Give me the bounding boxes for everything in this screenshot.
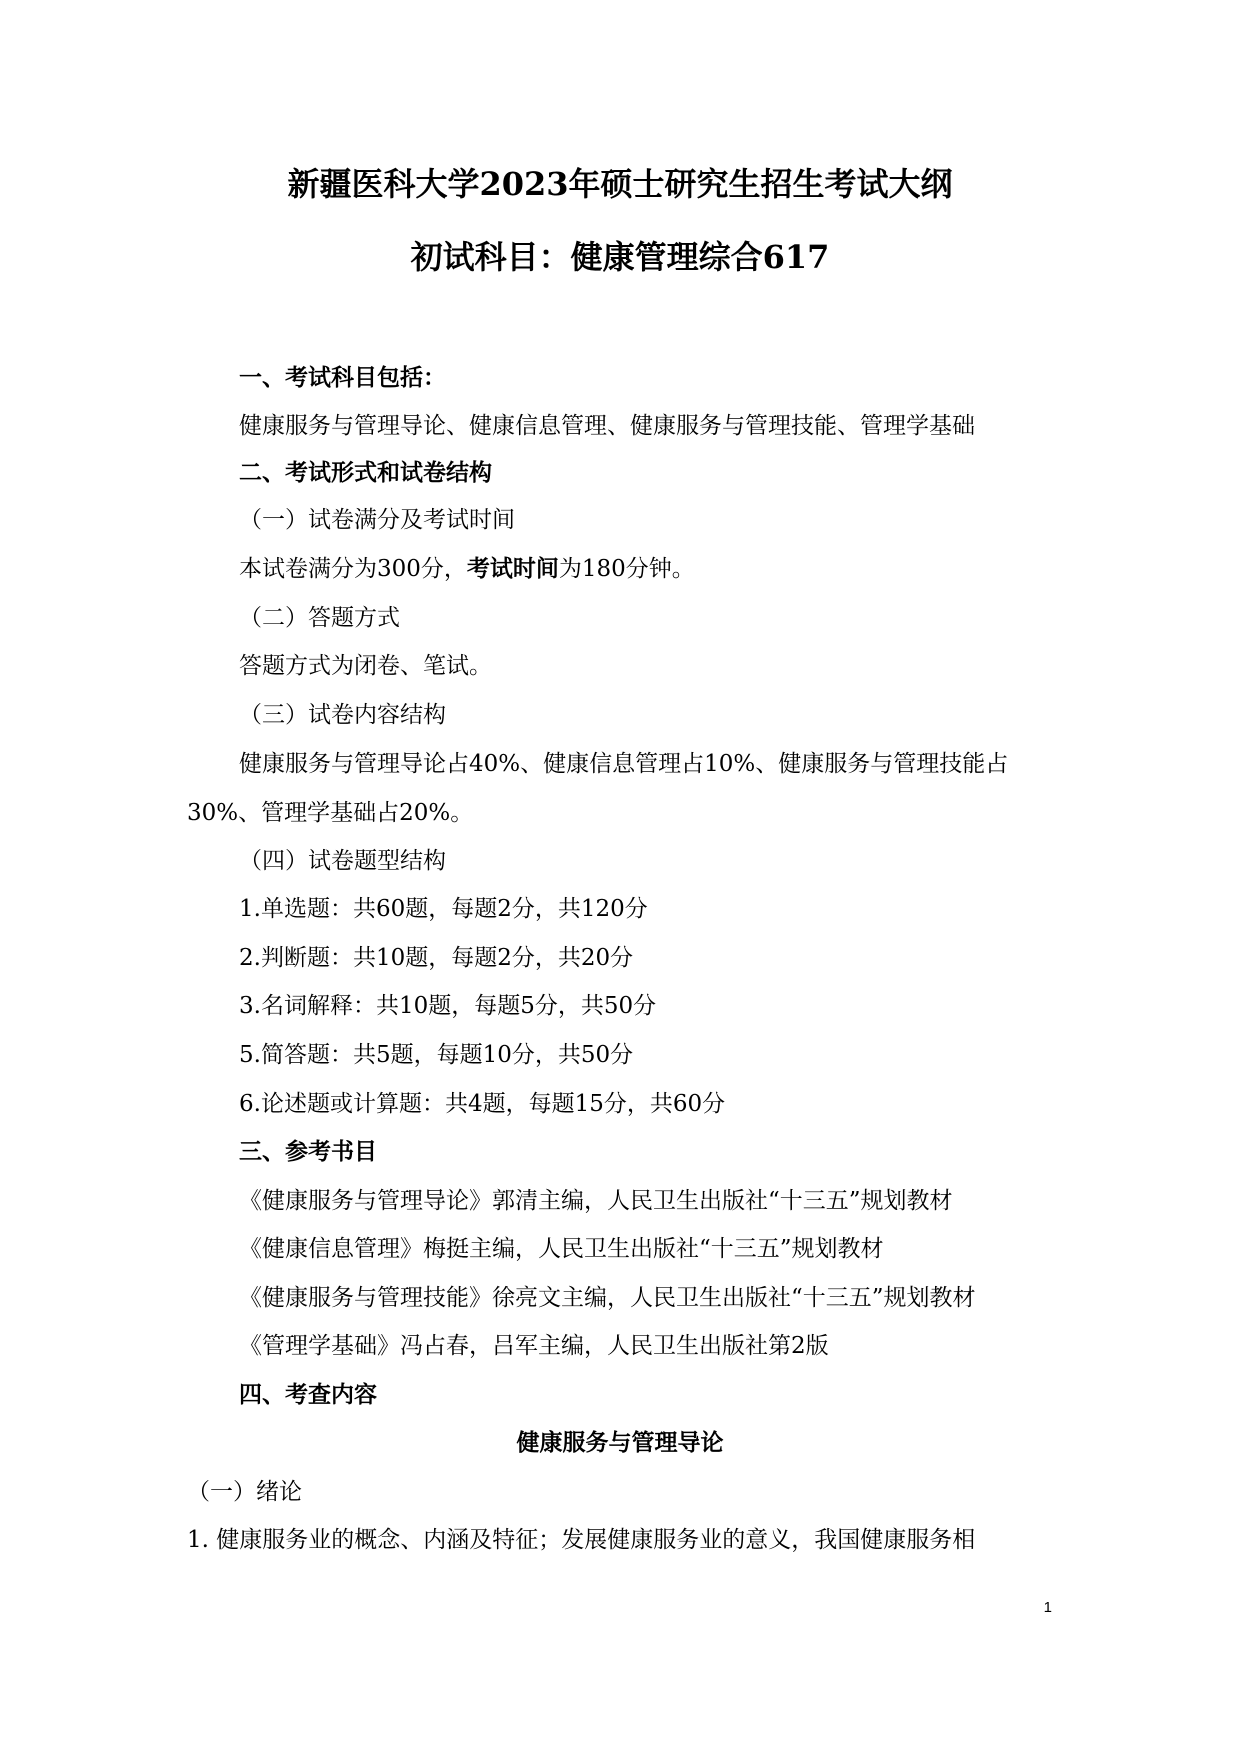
section-heading-content: 四、考查内容 xyxy=(239,1381,377,1408)
question-type-item: 6.论述题或计算题：共4题，每题15分，共60分 xyxy=(239,1091,726,1117)
question-type-item: 3.名词解释：共10题，每题5分，共50分 xyxy=(239,993,657,1019)
score-text: 本试卷满分为300分， xyxy=(239,556,467,582)
question-type-item: 2.判断题：共10题，每题2分，共20分 xyxy=(239,945,634,971)
document-title: 新疆医科大学2023年硕士研究生招生考试大纲 xyxy=(287,165,953,203)
section-heading-exam-format: 二、考试形式和试卷结构 xyxy=(239,459,492,486)
question-type-item: 5.简答题：共5题，每题10分，共50分 xyxy=(239,1042,634,1068)
reference-book-item: 《健康服务与管理技能》徐亮文主编，人民卫生出版社“十三五”规划教材 xyxy=(239,1285,976,1311)
exam-subject-title: 初试科目：健康管理综合617 xyxy=(410,238,830,276)
score-time-text xyxy=(239,553,695,585)
subheading-score-time: （一）试卷满分及考试时间 xyxy=(239,507,515,533)
reference-book-item: 《管理学基础》冯占春，吕军主编，人民卫生出版社第2版 xyxy=(239,1333,829,1359)
subject-title: 健康服务与管理导论 xyxy=(516,1429,724,1456)
subheading-question-types: （四）试卷题型结构 xyxy=(239,848,446,874)
page-number: 1 xyxy=(1043,1599,1052,1616)
question-type-item: 1.单选题：共60题，每题2分，共120分 xyxy=(239,896,648,922)
reference-book-item: 《健康信息管理》梅挺主编，人民卫生出版社“十三五”规划教材 xyxy=(239,1236,884,1262)
answer-mode-text: 答题方式为闭卷、笔试。 xyxy=(239,653,492,679)
content-structure-line2: 30%、管理学基础占20%。 xyxy=(187,800,474,826)
reference-book-item: 《健康服务与管理导论》郭清主编，人民卫生出版社“十三五”规划教材 xyxy=(239,1188,953,1214)
content-structure-line1: 健康服务与管理导论占40%、健康信息管理占10%、健康服务与管理技能占 xyxy=(239,751,1009,777)
subheading-answer-mode: （二）答题方式 xyxy=(239,605,400,631)
section-heading-references: 三、参考书目 xyxy=(239,1138,377,1165)
content-item: 1. 健康服务业的概念、内涵及特征；发展健康服务业的意义，我国健康服务相 xyxy=(187,1527,976,1553)
subheading-content-structure: （三）试卷内容结构 xyxy=(239,702,446,728)
exam-time-label: 考试时间 xyxy=(466,555,559,582)
duration-text: 为180分钟。 xyxy=(558,556,695,582)
chapter-heading: （一）绪论 xyxy=(187,1479,302,1505)
subjects-list: 健康服务与管理导论、健康信息管理、健康服务与管理技能、管理学基础 xyxy=(239,413,975,439)
section-heading-subjects: 一、考试科目包括： xyxy=(239,364,446,391)
